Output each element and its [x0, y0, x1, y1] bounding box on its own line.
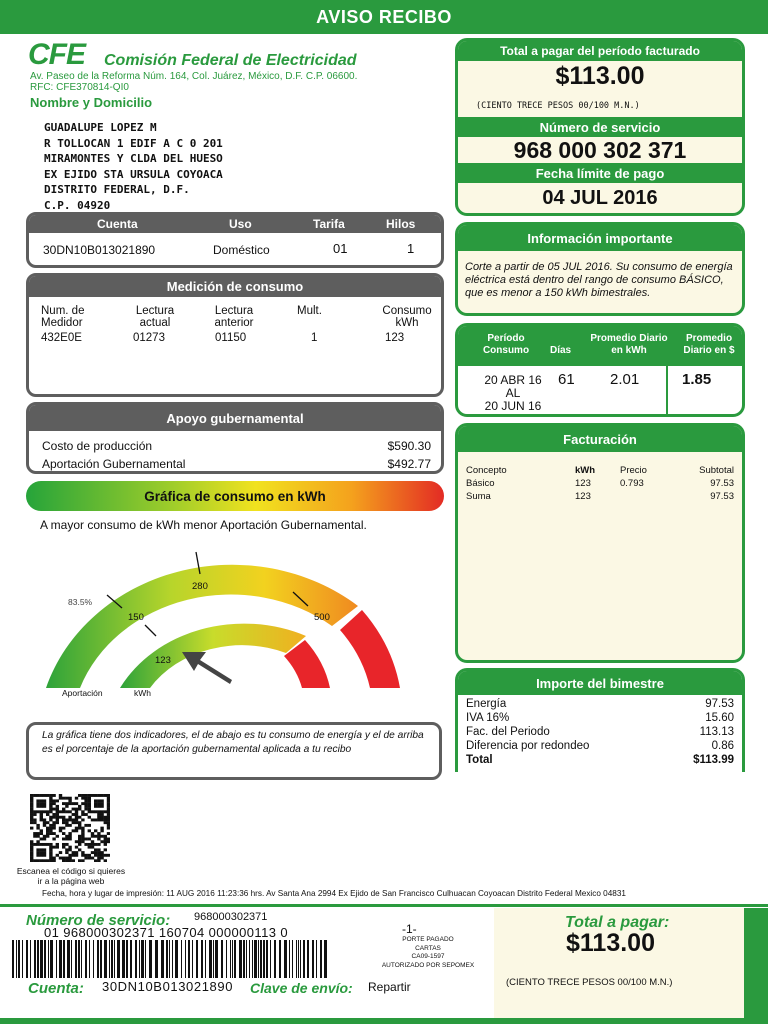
- client-line: MIRAMONTES Y CLDA DEL HUESO: [44, 152, 223, 166]
- account-number: 30DN10B013021890: [43, 243, 156, 257]
- support-label: Costo de producción: [42, 439, 153, 453]
- account-box: [26, 212, 444, 268]
- gauge-mark-280: 280: [192, 581, 208, 592]
- period-header: [458, 326, 742, 366]
- qr-caption: Escanea el código si quieres ir a la página web: [16, 866, 126, 886]
- porte-line: PORTE PAGADO: [402, 936, 454, 943]
- footer-total-label: Total a pagar:: [565, 914, 670, 931]
- important-info-title: Información importante: [458, 225, 742, 251]
- client-line: R TOLLOCAN 1 EDIF A C 0 201: [44, 136, 223, 150]
- footer-account-label: Cuenta:: [28, 980, 84, 997]
- porte-line: CA09-1597: [411, 953, 445, 960]
- period-al: AL: [505, 386, 521, 400]
- graph-note: La gráfica tiene dos indicadores, el de abajo es tu consumo de energía y el de arriba es el porcentaje de la aportación gubernamental aplicada a tu recibo: [42, 730, 424, 756]
- footer-total-words: (CIENTO TRECE PESOS 00/100 M.N.): [506, 977, 673, 988]
- billing-header-price: Precio: [620, 465, 647, 476]
- period-header-avg-money: Promedio Diario en $: [683, 333, 735, 356]
- account-header-uso: Uso: [229, 217, 252, 231]
- measurement-header-kwh: Consumo kWh: [382, 305, 432, 329]
- client-line: DISTRITO FEDERAL, D.F.: [44, 183, 190, 197]
- period-header-days: Días: [550, 345, 572, 356]
- bimester-rows: [458, 695, 742, 767]
- current-reading: 01273: [133, 332, 165, 344]
- billing-cell: 97.53: [710, 478, 734, 489]
- client-address: [44, 120, 223, 214]
- company-name: Comisión Federal de Electricidad: [104, 52, 357, 69]
- consumption-graph-title-bar: [26, 481, 444, 511]
- account-header-cuenta: Cuenta: [97, 217, 138, 231]
- measurement-header-mult: Mult.: [297, 305, 322, 317]
- footer-bottom-strip: [0, 1018, 768, 1024]
- account-use: Doméstico: [213, 243, 270, 257]
- support-value: $590.30: [387, 439, 431, 453]
- barcode-text: 01 968000302371 160704 000000113 0: [44, 925, 288, 940]
- support-row: [42, 437, 431, 455]
- payment-deadline: 04 JUL 2016: [542, 187, 658, 209]
- billing-header-subtotal: Subtotal: [699, 465, 734, 476]
- support-title: Apoyo gubernamental: [29, 405, 441, 431]
- billing-cell: Básico: [466, 478, 495, 489]
- service-number-title: Número de servicio: [458, 117, 742, 137]
- period-avg-money: 1.85: [682, 371, 712, 388]
- graph-subtitle: A mayor consumo de kWh menor Aportación Gubernamental.: [40, 518, 367, 532]
- period-dates: [476, 374, 550, 413]
- footer-total-value: $113.00: [566, 929, 655, 957]
- period-header-avg-kwh: Promedio Diario en kWh: [590, 333, 668, 356]
- billing-cell: 123: [575, 478, 591, 489]
- gauge-axis-kwh: kWh: [134, 688, 151, 698]
- document-title: AVISO RECIBO: [316, 6, 452, 27]
- period-header-period: Período Consumo: [482, 333, 530, 356]
- support-value: $492.77: [387, 457, 431, 471]
- measurement-header-current: Lectura actual: [135, 305, 175, 329]
- account-header-tarifa: Tarifa: [313, 217, 345, 231]
- bimester-title: Importe del bimestre: [458, 671, 742, 695]
- total-amount-words: (CIENTO TRECE PESOS 00/100 M.N.): [476, 101, 640, 111]
- measurement-title: Medición de consumo: [29, 276, 441, 297]
- bimester-value: 15.60: [705, 712, 734, 724]
- porte-line: AUTORIZADO POR SEPOMEX: [381, 961, 475, 969]
- period-values: [458, 366, 742, 414]
- bimester-label: Energía: [466, 698, 507, 710]
- bimester-row: [466, 711, 734, 725]
- company-address-block: [30, 71, 357, 93]
- billing-row: [458, 477, 742, 490]
- multiplier: 1: [311, 332, 318, 344]
- account-values: [29, 233, 441, 265]
- gauge-mark-150: 150: [128, 612, 144, 623]
- measurement-box: [26, 273, 444, 397]
- support-rows: [29, 431, 441, 473]
- graph-note-box: [26, 722, 442, 780]
- barcode-icon: [12, 940, 334, 978]
- billing-cell: 123: [575, 491, 591, 502]
- billing-header-kwh: kWh: [575, 465, 596, 476]
- consumption-kwh: 123: [385, 332, 405, 344]
- page-marker: -1-: [402, 922, 417, 936]
- gauge-consumption-label: 123: [155, 655, 171, 666]
- total-amount: $113.00: [555, 62, 645, 90]
- previous-reading: 01150: [215, 332, 247, 344]
- kwh-arc: [120, 624, 306, 688]
- billing-cell: Suma: [466, 491, 491, 502]
- porte-line: CARTAS: [415, 944, 441, 952]
- support-row: [42, 455, 431, 473]
- client-line: EX EJIDO STA URSULA COYOACA: [44, 167, 223, 181]
- footer-delivery-label: Clave de envío:: [250, 980, 353, 996]
- measurement-table: [29, 297, 441, 395]
- gauge-mark-500: 500: [314, 612, 330, 623]
- footer-green-strip: [744, 908, 768, 1024]
- total-title: Total a pagar del período facturado: [458, 41, 742, 61]
- measurement-header-meter: Num. de Medidor: [41, 305, 85, 329]
- bimester-row: [466, 739, 734, 753]
- bimester-label: Diferencia por redondeo: [466, 740, 590, 752]
- bimester-row: [466, 697, 734, 711]
- service-number: 968 000 302 371: [513, 137, 687, 163]
- bimester-total-value: $113.99: [693, 754, 734, 766]
- billing-title: Facturación: [458, 426, 742, 452]
- company-address: Av. Paseo de la Reforma Núm. 164, Col. Juárez, México, D.F. C.P. 06600.: [30, 71, 358, 82]
- consumption-period-box: [455, 323, 745, 417]
- footer-service-label: Número de servicio:: [26, 912, 171, 929]
- total-payment-box: [455, 38, 745, 216]
- client-line: C.P. 04920: [44, 198, 111, 212]
- bimester-value: 0.86: [711, 740, 734, 752]
- footer-service-value: 968000302371: [194, 911, 268, 923]
- print-info: Fecha, hora y lugar de impresión: 11 AUG 2016 11:23:36 hrs. Av Santa Ana 2994 Ex Ejido de San Francisco Culhuacan Coyoacan Distrito Federal Mexico 04831: [42, 889, 626, 898]
- important-info-box: [455, 222, 745, 316]
- billing-table: [458, 452, 742, 503]
- bimester-label: IVA 16%: [466, 712, 510, 724]
- company-rfc: RFC: CFE370814-QI0: [30, 82, 129, 93]
- name-address-heading: Nombre y Domicilio: [30, 95, 153, 110]
- document-title-bar: [0, 0, 768, 34]
- footer-delivery-value: Repartir: [368, 980, 411, 994]
- account-header-hilos: Hilos: [386, 217, 416, 231]
- period-to: 20 JUN 16: [484, 399, 542, 413]
- account-header: [29, 215, 441, 233]
- consumption-gauge: [40, 540, 430, 710]
- cfe-logo: CFE: [28, 38, 85, 71]
- footer-account-value: 30DN10B013021890: [102, 979, 234, 994]
- bimester-label: Fac. del Periodo: [466, 726, 550, 738]
- consumption-graph-title: Gráfica de consumo en kWh: [144, 488, 326, 504]
- period-days: 61: [558, 371, 575, 388]
- billing-row: [458, 490, 742, 503]
- bimester-value: 113.13: [699, 726, 734, 738]
- billing-cell: 0.793: [620, 478, 644, 489]
- meter-number: 432E0E: [41, 332, 82, 344]
- billing-box: [455, 423, 745, 663]
- deadline-title: Fecha límite de pago: [458, 163, 742, 183]
- client-line: GUADALUPE LOPEZ M: [44, 121, 157, 134]
- bimester-total-label: Total: [466, 754, 493, 766]
- support-label: Aportación Gubernamental: [42, 457, 186, 471]
- footer-top-strip: [0, 904, 768, 907]
- measurement-header-previous: Lectura anterior: [214, 305, 254, 329]
- billing-header-concept: Concepto: [466, 465, 507, 476]
- bimester-value: 97.53: [705, 698, 734, 710]
- bimester-row: [466, 725, 734, 739]
- qr-code-icon[interactable]: [30, 794, 110, 862]
- porte-pagado: [368, 936, 488, 970]
- period-from: 20 ABR 16: [484, 373, 542, 387]
- account-tariff: 01: [333, 241, 348, 256]
- billing-cell: 97.53: [710, 491, 734, 502]
- bimester-total-row: [466, 753, 734, 767]
- gauge-axis-aportacion: Aportación: [62, 688, 103, 698]
- account-wires: 1: [407, 241, 415, 256]
- government-support-box: [26, 402, 444, 474]
- period-avg-kwh: 2.01: [610, 371, 640, 388]
- red-segment-outer: [340, 610, 400, 688]
- bimester-amount-box: [455, 668, 745, 772]
- billing-header-row: [458, 464, 742, 477]
- important-info-text: Corte a partir de 05 JUL 2016. Su consumo de energía eléctrica está dentro del rango de consumo BÁSICO, que es menor a 150 kWh bimestrales.: [465, 261, 733, 299]
- arrow-pointer-icon: [182, 652, 232, 684]
- aportacion-percent-label: 83.5%: [68, 597, 93, 607]
